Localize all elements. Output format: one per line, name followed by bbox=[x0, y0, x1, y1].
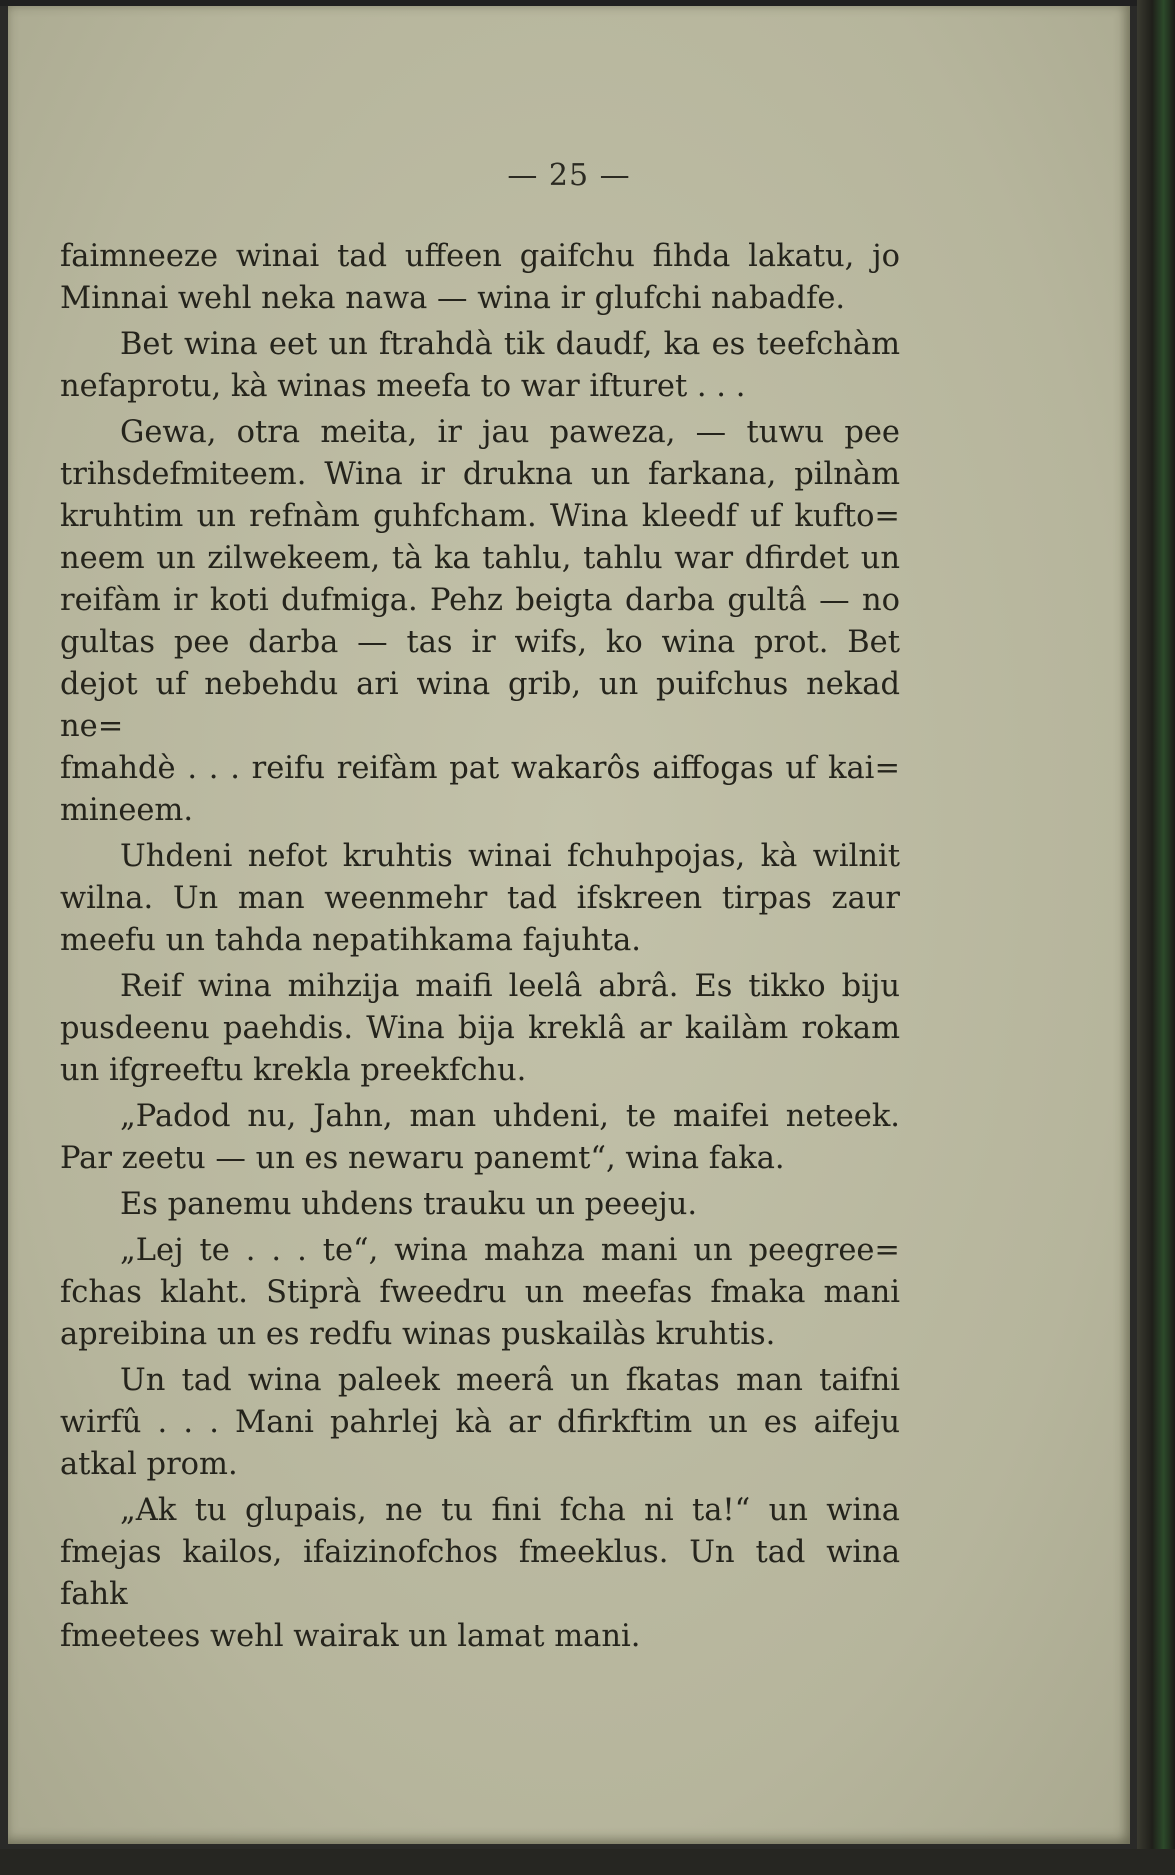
paragraph bbox=[60, 966, 900, 1092]
text-line: dejot uf nebehdu ari wina grib, un puifchus nekad ne= bbox=[60, 667, 900, 744]
text-line: Un tad wina paleek meerâ un fkatas man taifni bbox=[120, 1363, 900, 1398]
text-line: Es panemu uhdens trauku un peeeju. bbox=[120, 1187, 698, 1222]
text-line: fmahdè . . . reifu reifàm pat wakarôs aiffogas uf kai= bbox=[60, 751, 900, 786]
text-line: meefu un tahda nepatihkama fajuhta. bbox=[60, 923, 641, 958]
paragraph bbox=[60, 1360, 900, 1486]
paragraph bbox=[60, 1230, 900, 1356]
paragraph bbox=[60, 1490, 900, 1658]
body-text bbox=[60, 236, 900, 1662]
text-line: „Ak tu glupais, ne tu fini fcha ni ta!“ un wina bbox=[120, 1493, 900, 1528]
text-line: atkal prom. bbox=[60, 1447, 238, 1482]
text-line: Uhdeni nefot kruhtis winai fchuhpojas, kà wilnit bbox=[120, 839, 900, 874]
bottom-edge bbox=[0, 1849, 1175, 1875]
text-line: Par zeetu — un es newaru panemt“, wina faka. bbox=[60, 1141, 785, 1176]
paragraph bbox=[60, 1184, 900, 1226]
text-line: fmejas kailos, ifaizinofchos fmeeklus. Un tad wina fahk bbox=[60, 1535, 900, 1612]
text-line: trihsdefmiteem. Wina ir drukna un farkana, pilnàm bbox=[60, 457, 900, 492]
text-line: nefaprotu, kà winas meefa to war ifturet . . . bbox=[60, 369, 746, 404]
text-line: mineem. bbox=[60, 793, 194, 828]
text-line: pusdeenu paehdis. Wina bija kreklâ ar kailàm rokam bbox=[60, 1011, 900, 1046]
text-line: Bet wina eet un ftrahdà tik daudf, ka es teefchàm bbox=[120, 327, 900, 362]
text-line: „Padod nu, Jahn, man uhdeni, te maifei neteek. bbox=[120, 1099, 900, 1134]
text-line: reifàm ir koti dufmiga. Pehz beigta darba gultâ — no bbox=[60, 583, 900, 618]
text-line: Gewa, otra meita, ir jau paweza, — tuwu pee bbox=[120, 415, 900, 450]
paragraph bbox=[60, 1096, 900, 1180]
text-line: fmeetees wehl wairak un lamat mani. bbox=[60, 1619, 641, 1654]
text-line: neem un zilwekeem, tà ka tahlu, tahlu war dfirdet un bbox=[60, 541, 900, 576]
text-line: faimneeze winai tad uffeen gaifchu fihda lakatu, jo bbox=[60, 239, 900, 274]
paragraph bbox=[60, 836, 900, 962]
text-line: un ifgreeftu krekla preekfchu. bbox=[60, 1053, 527, 1088]
text-line: „Lej te . . . te“, wina mahza mani un peegree= bbox=[120, 1233, 900, 1268]
paragraph bbox=[60, 324, 900, 408]
book-spine-edge bbox=[1137, 0, 1175, 1875]
text-line: fchas klaht. Stiprà fweedru un meefas fmaka mani bbox=[60, 1275, 900, 1310]
paragraph bbox=[60, 412, 900, 832]
text-line: apreibina un es redfu winas puskailàs kruhtis. bbox=[60, 1317, 776, 1352]
text-line: Reif wina mihzija maifi leelâ abrâ. Es tikko biju bbox=[120, 969, 900, 1004]
text-line: wilna. Un man weenmehr tad ifskreen tirpas zaur bbox=[60, 881, 900, 916]
page-number: — 25 — bbox=[507, 158, 631, 193]
text-line: wirfû . . . Mani pahrlej kà ar dfirkftim un es aifeju bbox=[60, 1405, 900, 1440]
text-line: gultas pee darba — tas ir wifs, ko wina prot. Bet bbox=[60, 625, 900, 660]
book-page bbox=[8, 6, 1130, 1844]
text-line: Minnai wehl neka nawa — wina ir glufchi nabadfe. bbox=[60, 281, 846, 316]
paragraph bbox=[60, 236, 900, 320]
text-line: kruhtim un refnàm guhfcham. Wina kleedf uf kufto= bbox=[60, 499, 900, 534]
